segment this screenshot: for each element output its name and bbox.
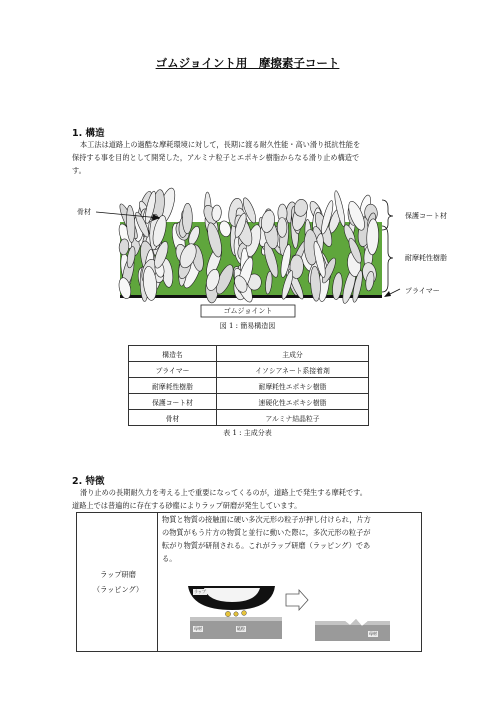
aggregate-particle <box>182 203 192 234</box>
paragraph-line: 本工法は道路上の過酷な摩耗環境に対して，長期に渡る耐久性能・高い滑り抵抗性能を <box>80 140 361 149</box>
paragraph-line: 滑り止めの長期耐久力を考える上で重要になってくるのが，道路上で発生する摩耗です。 <box>80 488 367 497</box>
composition-table <box>128 345 369 426</box>
table-row <box>129 410 369 426</box>
table-row <box>129 362 369 378</box>
table-header-cell: 構造名 <box>129 346 217 362</box>
paragraph-line: 道路上では普遍的に存在する砂塵によりラップ研磨が発生しています。 <box>72 501 302 510</box>
table-header-row <box>129 346 369 362</box>
section-heading-features: 2. 特徴 <box>72 476 105 487</box>
paragraph-line: す。 <box>72 166 86 175</box>
lapping-label-sub: （ラッピング） <box>92 585 144 594</box>
table-cell: イソシアネート系接着剤 <box>217 362 369 378</box>
lapping-desc-line: 転がり物質が研削される。これがラップ研磨（ラッピング）であ <box>162 541 371 550</box>
table-header-cell: 主成分 <box>217 346 369 362</box>
aggregate-particle <box>211 205 222 222</box>
label-primer: プライマー <box>405 287 440 295</box>
fig-label-base: 母材 <box>194 626 202 631</box>
page-title: ゴムジョイント用 摩擦素子コート <box>155 56 340 70</box>
table-caption: 表 1 : 主成分表 <box>223 429 272 437</box>
table-cell: 保護コート材 <box>129 394 217 410</box>
label-protective-coat: 保護コート材 <box>405 212 447 220</box>
table-cell: アルミナ結晶粒子 <box>217 410 369 426</box>
section-heading-structure: 1. 構造 <box>72 128 105 139</box>
figure-caption: 図 1 : 簡易構造図 <box>219 322 276 330</box>
table-cell: 耐摩耗性樹脂 <box>129 378 217 394</box>
lapping-desc-line: 物質と物質の接触面に硬い多次元形の粒子が押し付けられ，片方 <box>162 515 371 524</box>
label-resin: 耐摩耗性樹脂 <box>405 254 447 262</box>
table-cell: 耐摩耗性エポキシ樹脂 <box>217 378 369 394</box>
lapping-divider <box>157 513 158 651</box>
table-row <box>129 378 369 394</box>
label-rubber-joint: ゴムジョイント <box>223 307 273 315</box>
lapping-desc-line: る。 <box>162 554 177 563</box>
paragraph-line: 保持する事を目的として開発した，アルミナ粒子とエポキシ樹脂からなる滑り止め構造で <box>72 153 360 162</box>
fig-label-after: 母材 <box>369 631 377 636</box>
table-cell: プライマー <box>129 362 217 378</box>
fig-label-abrasive: 砥粒 <box>237 626 245 631</box>
fig-label-lap: ラップ <box>194 589 206 594</box>
brace-protective <box>382 200 393 230</box>
lapping-label: ラップ研磨 <box>100 570 136 579</box>
lapping-desc-line: の物質がもう片方の物質と並行に動いた際に，多次元形の粒子が <box>162 528 371 537</box>
aggregate-particle <box>277 217 287 237</box>
label-aggregate: 骨材 <box>77 208 91 216</box>
primer-pointer-head <box>384 291 391 297</box>
table-row <box>129 394 369 410</box>
brace-resin <box>382 226 393 292</box>
table-cell: 速硬化性エポキシ樹脂 <box>217 394 369 410</box>
table-cell: 骨材 <box>129 410 217 426</box>
